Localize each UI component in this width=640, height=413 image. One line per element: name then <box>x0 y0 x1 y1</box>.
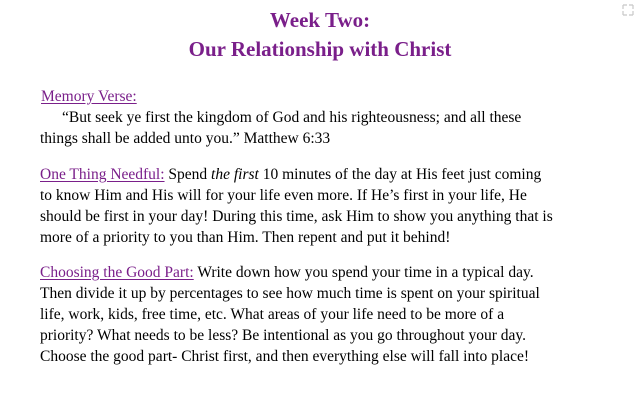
memory-verse-label: Memory Verse: <box>41 88 137 105</box>
good-part-text: Write down how you spend your time in a typical day. <box>193 264 534 281</box>
good-part-label: Choosing the Good Part: <box>40 264 194 281</box>
one-thing-needful-label: One Thing Needful: <box>40 166 165 183</box>
good-part-line: Then divide it up by percentages to see how much time is spent on your spiritual <box>40 285 540 302</box>
page-subtitle: Our Relationship with Christ <box>188 37 452 61</box>
one-thing-emphasis: the first <box>211 166 259 183</box>
one-thing-text: 10 minutes of the day at His feet just coming <box>258 166 542 183</box>
good-part-section <box>40 262 620 367</box>
one-thing-line: should be first in your day! During this time, ask Him to show you anything that is <box>40 208 553 225</box>
memory-verse-line: “But seek ye first the kingdom of God and his righteousness; and all these <box>62 109 522 126</box>
page-title: Week Two: <box>269 8 371 32</box>
good-part-line: priority? What needs to be less? Be intentional as you go throughout your day. <box>40 327 526 344</box>
good-part-line: Choose the good part- Christ first, and then everything else will fall into place! <box>40 348 529 365</box>
one-thing-text: Spend <box>164 166 212 183</box>
memory-verse-section <box>40 86 620 149</box>
one-thing-needful-section <box>40 164 620 248</box>
good-part-line: life, work, kids, free time, etc. What areas of your life need to be more of a <box>40 306 505 323</box>
memory-verse-line: things shall be added unto you.” Matthew 6:33 <box>40 130 331 147</box>
one-thing-line <box>40 164 620 185</box>
one-thing-line: to know Him and His will for your life even more. If He’s first in your life, He <box>40 187 527 204</box>
one-thing-line: more of a priority to you than Him. Then repent and put it behind! <box>40 229 451 246</box>
good-part-line <box>40 262 620 283</box>
